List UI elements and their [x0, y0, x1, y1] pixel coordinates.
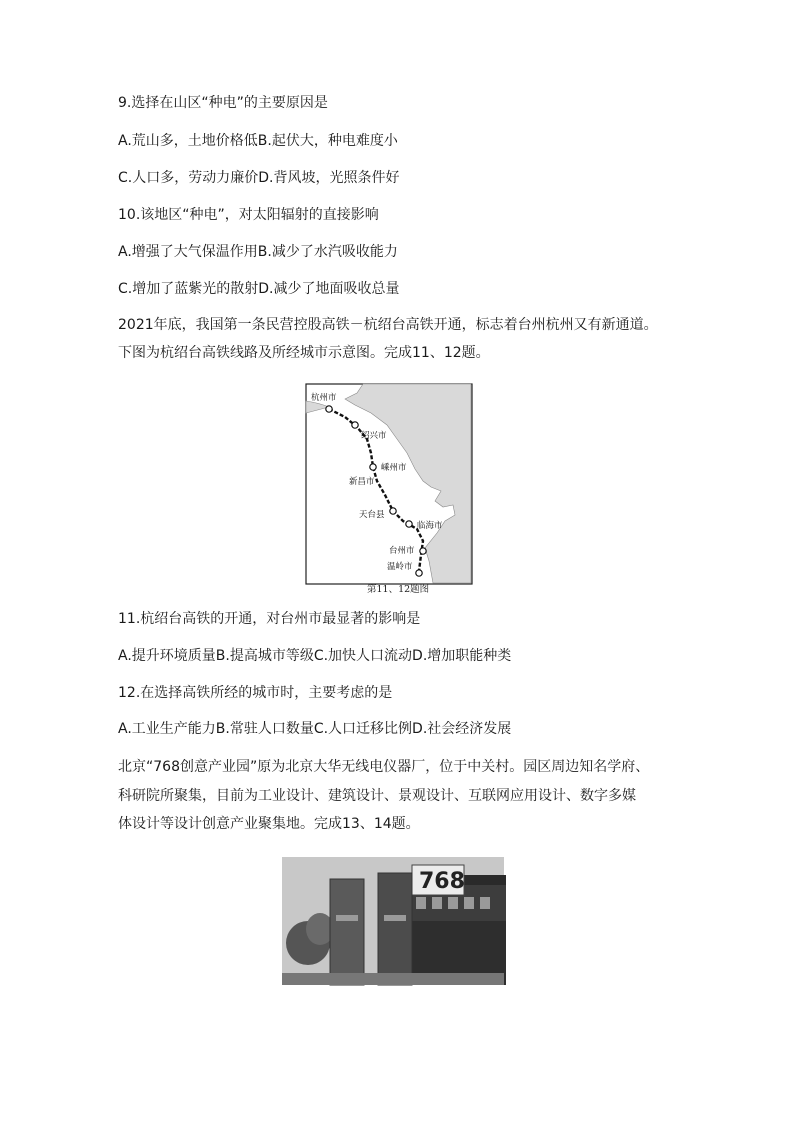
q10-options-cd: C.增加了蓝紫光的散射D.减少了地面吸收总量 — [118, 281, 400, 297]
svg-text:临海市: 临海市 — [417, 521, 443, 531]
window — [464, 897, 474, 909]
svg-text:嵊州市: 嵊州市 — [381, 463, 407, 473]
q12-stem: 12.在选择高铁所经的城市时，主要考虑的是 — [118, 685, 393, 701]
svg-text:杭州市: 杭州市 — [311, 393, 337, 403]
q12-options: A.工业生产能力B.常驻人口数量C.人口迁移比例D.社会经济发展 — [118, 721, 512, 737]
railway-map — [305, 383, 473, 593]
q10-options-ab: A.增强了大气保温作用B.减少了水汽吸收能力 — [118, 244, 398, 260]
sign-768: 768 — [419, 869, 465, 894]
svg-text:绍兴市: 绍兴市 — [361, 431, 387, 441]
ground — [282, 973, 504, 985]
gate-pillar-left — [330, 879, 364, 985]
map-caption: 第11、12题图 — [367, 584, 430, 593]
passage2-line3: 体设计等设计创意产业聚集地。完成13、14题。 — [118, 816, 420, 832]
svg-text:新昌市: 新昌市 — [349, 477, 375, 487]
q9-options-cd: C.人口多，劳动力廉价D.背风坡，光照条件好 — [118, 170, 400, 186]
q11-stem: 11.杭绍台高铁的开通，对台州市最显著的影响是 — [118, 611, 421, 627]
passage2-line2: 科研院所聚集，目前为工业设计、建筑设计、景观设计、互联网应用设计、数字多媒 — [118, 788, 636, 804]
passage1-line2: 下图为杭绍台高铁线路及所经城市示意图。完成11、12题。 — [118, 345, 490, 361]
q10-stem: 10.该地区“种电”，对太阳辐射的直接影响 — [118, 207, 379, 223]
svg-text:温岭市: 温岭市 — [387, 562, 413, 572]
passage2-line1: 北京“768创意产业园”原为北京大华无线电仪器厂，位于中关村。园区周边知名学府、 — [118, 759, 650, 775]
pillar-plaque — [336, 915, 358, 921]
window — [448, 897, 458, 909]
park-photo — [282, 845, 508, 987]
passage1-line1: 2021年底，我国第一条民营控股高铁－杭绍台高铁开通，标志着台州杭州又有新通道。 — [118, 317, 658, 333]
window — [416, 897, 426, 909]
svg-text:天台县: 天台县 — [359, 510, 385, 520]
window — [432, 897, 442, 909]
gate-pillar-right — [378, 873, 412, 985]
q9-stem: 9.选择在山区“种电”的主要原因是 — [118, 95, 328, 111]
q11-options: A.提升环境质量B.提高城市等级C.加快人口流动D.增加职能种类 — [118, 648, 512, 664]
pillar-plaque — [384, 915, 406, 921]
svg-text:台州市: 台州市 — [389, 546, 415, 556]
railway-map-svg — [305, 383, 473, 593]
city-xinchang — [349, 476, 375, 487]
park-photo-svg — [282, 845, 508, 987]
q9-options-ab: A.荒山多，土地价格低B.起伏大，种电难度小 — [118, 133, 398, 149]
window — [480, 897, 490, 909]
